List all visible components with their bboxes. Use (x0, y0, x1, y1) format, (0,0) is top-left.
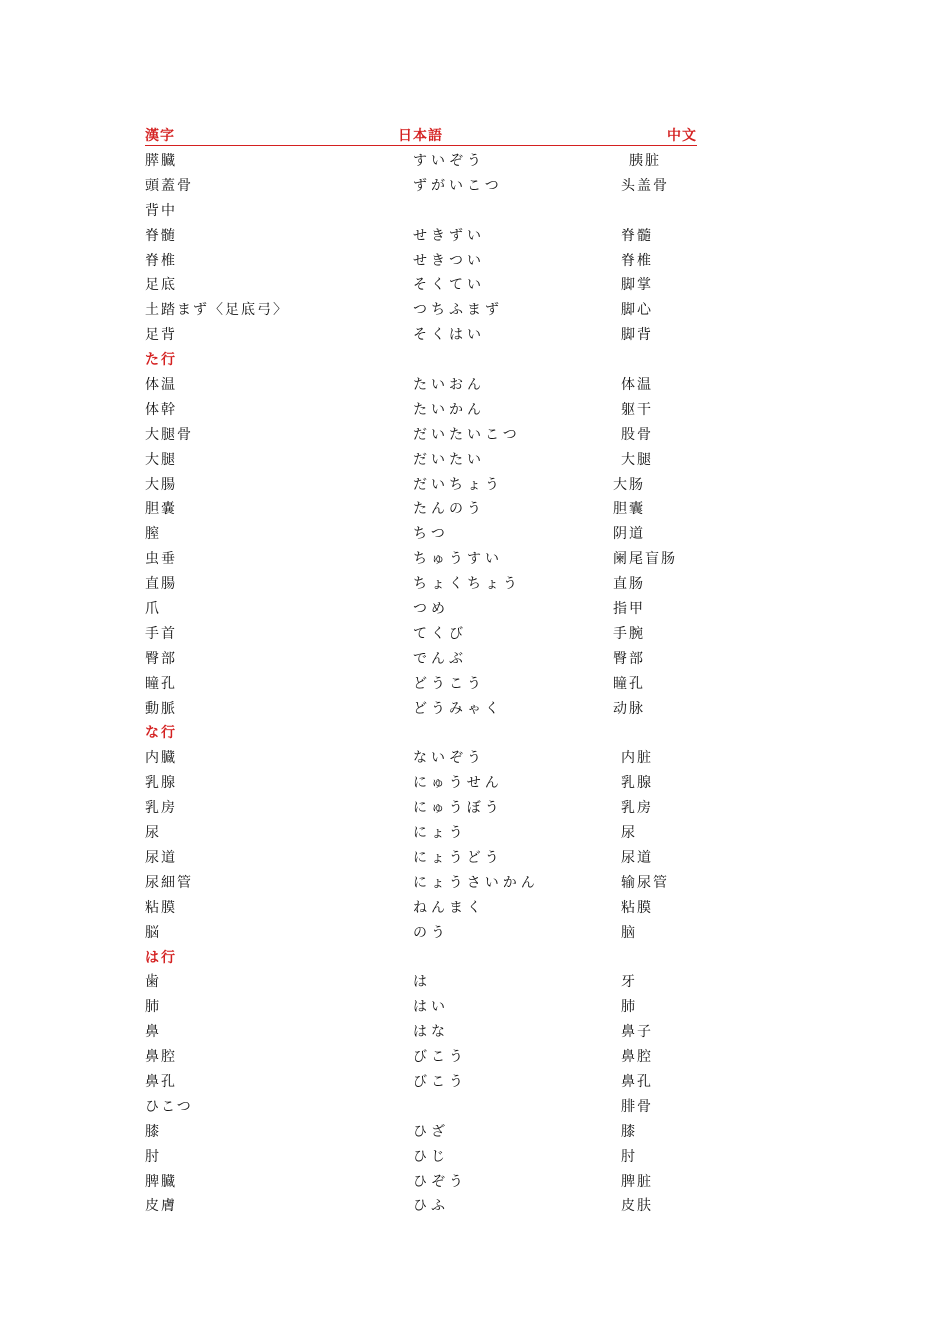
japanese-reading-cell: にゅうぼう (413, 800, 503, 817)
chinese-cell: 臀部 (613, 650, 645, 667)
kanji-cell: 体温 (145, 377, 177, 394)
kanji-cell: 背中 (145, 202, 177, 219)
chinese-cell: 胆囊 (613, 501, 645, 518)
kanji-cell: 動脈 (145, 700, 177, 717)
kanji-cell: 乳房 (145, 800, 177, 817)
chinese-cell: 指甲 (613, 601, 645, 618)
vocab-row (145, 1020, 705, 1045)
japanese-reading-cell: せきずい (413, 227, 485, 244)
japanese-reading-cell: だいたい (413, 451, 485, 468)
chinese-cell: 脚掌 (621, 277, 653, 294)
vocab-row (145, 846, 705, 871)
kanji-cell: 乳腺 (145, 775, 177, 792)
vocab-row (145, 896, 705, 921)
japanese-reading-cell: たいかん (413, 401, 485, 418)
kanji-cell: 鼻腔 (145, 1049, 177, 1066)
japanese-reading-cell: びこう (413, 1049, 467, 1066)
chinese-cell: 鼻子 (621, 1024, 653, 1041)
vocab-row (145, 1095, 705, 1120)
vocab-row (145, 771, 705, 796)
vocab-row (145, 1145, 705, 1170)
japanese-reading-cell: にゅうせん (413, 775, 503, 792)
vocab-row (145, 249, 705, 274)
japanese-reading-cell: てくび (413, 625, 467, 642)
kanji-cell: 爪 (145, 601, 161, 618)
japanese-reading-cell: でんぶ (413, 650, 467, 667)
kanji-cell: 肺 (145, 999, 161, 1016)
japanese-reading-cell: すいぞう (413, 153, 485, 169)
japanese-reading-cell: どうこう (413, 675, 485, 692)
kanji-cell: ひこつ (145, 1098, 193, 1115)
chinese-cell: 肘 (621, 1148, 637, 1165)
kanji-cell: 脊髄 (145, 227, 177, 244)
japanese-reading-cell: びこう (413, 1073, 467, 1090)
chinese-cell: 动脉 (613, 700, 645, 717)
vocab-row (145, 174, 705, 199)
chinese-cell: 膝 (621, 1123, 637, 1140)
kanji-cell: 尿 (145, 825, 161, 842)
vocab-row (145, 423, 705, 448)
chinese-cell: 脑 (621, 924, 637, 941)
section-heading (145, 348, 705, 373)
chinese-cell: 直肠 (613, 576, 645, 593)
chinese-cell: 大肠 (613, 476, 645, 493)
kanji-cell: 大腸 (145, 476, 177, 493)
kanji-cell: 脳 (145, 924, 161, 941)
kanji-cell: 瞳孔 (145, 675, 177, 692)
chinese-cell: 头盖骨 (621, 177, 669, 194)
vocab-row (145, 473, 705, 498)
vocab-row (145, 298, 705, 323)
japanese-reading-cell: そくはい (413, 327, 485, 344)
chinese-cell: 内脏 (621, 750, 653, 767)
chinese-cell: 牙 (621, 974, 637, 991)
kanji-cell: 鼻 (145, 1024, 161, 1041)
kanji-cell: 皮膚 (145, 1198, 177, 1215)
vocab-row (145, 871, 705, 896)
japanese-reading-cell: だいたいこつ (413, 426, 521, 443)
vocabulary-list (145, 149, 705, 1219)
kanji-cell: 膵臓 (145, 153, 177, 169)
chinese-cell: 躯干 (621, 401, 653, 418)
vocab-row (145, 323, 705, 348)
chinese-cell: 阴道 (613, 526, 645, 543)
kanji-cell: 歯 (145, 974, 161, 991)
table-header (145, 127, 697, 146)
kanji-cell: 脾臓 (145, 1173, 177, 1190)
section-heading (145, 946, 705, 971)
vocab-row (145, 921, 705, 946)
vocab-row (145, 149, 705, 174)
japanese-reading-cell: ちゅうすい (413, 551, 503, 568)
chinese-cell: 皮肤 (621, 1198, 653, 1215)
kanji-cell: 脊椎 (145, 252, 177, 269)
kanji-cell: 膝 (145, 1123, 161, 1140)
japanese-reading-cell: ひぞう (413, 1173, 467, 1190)
vocab-row (145, 622, 705, 647)
vocab-row (145, 273, 705, 298)
chinese-cell: 脊髓 (621, 227, 653, 244)
vocab-row (145, 373, 705, 398)
section-label: た行 (145, 352, 177, 369)
japanese-reading-cell: はな (413, 1024, 449, 1041)
chinese-cell: 乳房 (621, 800, 653, 817)
kanji-cell: 胆嚢 (145, 501, 177, 518)
vocab-row (145, 697, 705, 722)
chinese-cell: 脚背 (621, 327, 653, 344)
vocab-row (145, 398, 705, 423)
vocab-row (145, 199, 705, 224)
chinese-cell: 脚心 (621, 302, 653, 319)
japanese-reading-cell: ひじ (413, 1148, 449, 1165)
chinese-cell: 肺 (621, 999, 637, 1016)
kanji-cell: 粘膜 (145, 899, 177, 916)
japanese-reading-cell: ちょくちょう (413, 576, 521, 593)
vocab-row (145, 1120, 705, 1145)
chinese-cell: 尿道 (621, 849, 653, 866)
japanese-reading-cell: ねんまく (413, 899, 485, 916)
chinese-cell: 鼻孔 (621, 1073, 653, 1090)
kanji-cell: 手首 (145, 625, 177, 642)
header-japanese: 日本語 (398, 128, 443, 144)
kanji-cell: 尿道 (145, 849, 177, 866)
japanese-reading-cell: つめ (413, 601, 449, 618)
kanji-cell: 足底 (145, 277, 177, 294)
vocab-row (145, 746, 705, 771)
japanese-reading-cell: どうみゃく (413, 700, 503, 717)
japanese-reading-cell: はい (413, 999, 449, 1016)
vocab-row (145, 572, 705, 597)
vocab-row (145, 597, 705, 622)
japanese-reading-cell: ひざ (413, 1123, 449, 1140)
kanji-cell: 頭蓋骨 (145, 177, 193, 194)
kanji-cell: 足背 (145, 327, 177, 344)
vocab-row (145, 1070, 705, 1095)
chinese-cell: 大腿 (621, 451, 653, 468)
kanji-cell: 臀部 (145, 650, 177, 667)
japanese-reading-cell: つちふまず (413, 302, 503, 319)
japanese-reading-cell: ないぞう (413, 750, 485, 767)
vocab-row (145, 672, 705, 697)
japanese-reading-cell: ちつ (413, 526, 449, 543)
kanji-cell: 直腸 (145, 576, 177, 593)
vocab-row (145, 995, 705, 1020)
chinese-cell: 体温 (621, 377, 653, 394)
kanji-cell: 大腿 (145, 451, 177, 468)
chinese-cell: 脾脏 (621, 1173, 653, 1190)
vocab-row (145, 547, 705, 572)
kanji-cell: 内臓 (145, 750, 177, 767)
kanji-cell: 膣 (145, 526, 161, 543)
japanese-reading-cell: たいおん (413, 377, 485, 394)
chinese-cell: 手腕 (613, 625, 645, 642)
chinese-cell: 尿 (621, 825, 637, 842)
vocab-row (145, 821, 705, 846)
chinese-cell: 股骨 (621, 426, 653, 443)
japanese-reading-cell: だいちょう (413, 476, 503, 493)
kanji-cell: 大腿骨 (145, 426, 193, 443)
vocab-row (145, 224, 705, 249)
kanji-cell: 肘 (145, 1148, 161, 1165)
japanese-reading-cell: にょう (413, 825, 467, 842)
japanese-reading-cell: にょうどう (413, 849, 503, 866)
japanese-reading-cell: にょうさいかん (413, 874, 539, 891)
header-kanji: 漢字 (145, 128, 175, 144)
kanji-cell: 体幹 (145, 401, 177, 418)
vocab-row (145, 647, 705, 672)
kanji-cell: 尿細管 (145, 874, 193, 891)
vocab-row (145, 1194, 705, 1219)
japanese-reading-cell: そくてい (413, 277, 485, 294)
chinese-cell: 瞳孔 (613, 675, 645, 692)
kanji-cell: 鼻孔 (145, 1073, 177, 1090)
vocab-row (145, 796, 705, 821)
section-heading (145, 721, 705, 746)
kanji-cell: 土踏まず〈足底弓〉 (145, 302, 289, 319)
vocab-row (145, 497, 705, 522)
vocab-row (145, 448, 705, 473)
section-label: な行 (145, 725, 177, 742)
vocab-row (145, 970, 705, 995)
japanese-reading-cell: のう (413, 924, 449, 941)
vocab-row (145, 522, 705, 547)
chinese-cell: 乳腺 (621, 775, 653, 792)
japanese-reading-cell: は (413, 974, 431, 991)
chinese-cell: 鼻腔 (621, 1049, 653, 1066)
chinese-cell: 输尿管 (621, 874, 669, 891)
japanese-reading-cell: ひふ (413, 1198, 449, 1215)
japanese-reading-cell: せきつい (413, 252, 485, 269)
chinese-cell: 脊椎 (621, 252, 653, 269)
header-chinese: 中文 (667, 128, 697, 144)
chinese-cell: 胰脏 (629, 153, 661, 169)
chinese-cell: 粘膜 (621, 899, 653, 916)
vocab-row (145, 1045, 705, 1070)
japanese-reading-cell: たんのう (413, 501, 485, 518)
kanji-cell: 虫垂 (145, 551, 177, 568)
japanese-reading-cell: ずがいこつ (413, 177, 503, 194)
chinese-cell: 阑尾盲肠 (613, 551, 677, 568)
vocab-row (145, 1170, 705, 1195)
section-label: は行 (145, 949, 177, 966)
chinese-cell: 腓骨 (621, 1098, 653, 1115)
